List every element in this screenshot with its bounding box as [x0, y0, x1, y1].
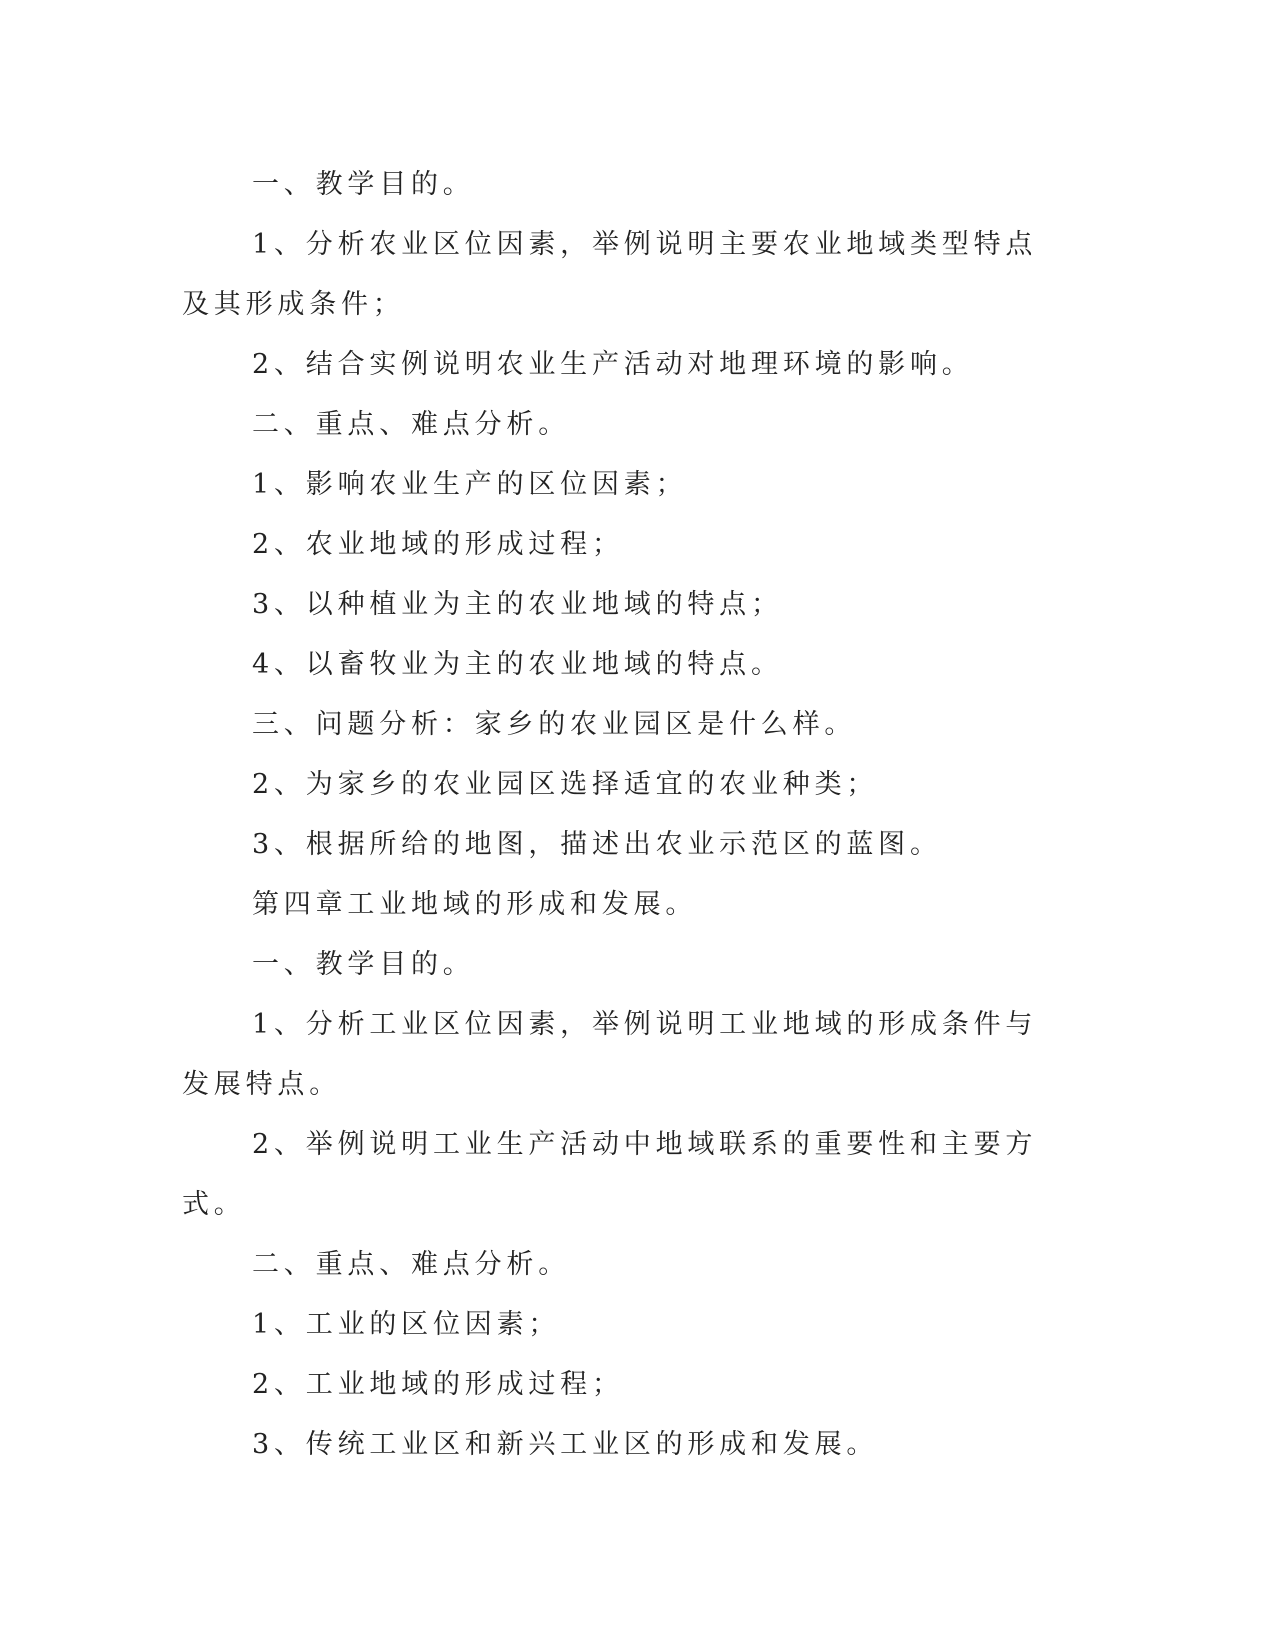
section-heading: 二、重点、难点分析。: [252, 409, 570, 440]
paragraph: 1、影响农业生产的区位因素；: [252, 469, 688, 500]
paragraph: 2、为家乡的农业园区选择适宜的农业种类；: [252, 769, 879, 800]
paragraph: 一、教学目的。: [252, 169, 475, 200]
paragraph: 1、分析工业区位因素，举例说明工业地域的形成条件与发展特点。: [182, 1009, 1038, 1100]
paragraph: 2、农业地域的形成过程；: [252, 529, 624, 560]
paragraph: 2、举例说明工业生产活动中地域联系的重要性和主要方式。: [182, 1129, 1038, 1220]
section-heading: 二、重点、难点分析。: [252, 1249, 570, 1280]
section-heading: 一、教学目的。: [252, 949, 475, 980]
section-heading: 三、问题分析：家乡的农业园区是什么样。: [252, 709, 857, 740]
paragraph: 3、传统工业区和新兴工业区的形成和发展。: [252, 1429, 879, 1460]
paragraph: 4、以畜牧业为主的农业地域的特点。: [252, 649, 783, 680]
document-body: [182, 155, 1062, 1475]
paragraph: 1、分析农业区位因素，举例说明主要农业地域类型特点及其形成条件；: [182, 229, 1038, 320]
paragraph: 2、结合实例说明农业生产活动对地理环境的影响。: [252, 349, 974, 380]
paragraph: 2、工业地域的形成过程；: [252, 1369, 624, 1400]
paragraph: 1、工业的区位因素；: [252, 1309, 561, 1340]
paragraph: 3、以种植业为主的农业地域的特点；: [252, 589, 783, 620]
chapter-heading: 第四章工业地域的形成和发展。: [252, 889, 698, 920]
paragraph: 3、根据所给的地图，描述出农业示范区的蓝图。: [252, 829, 942, 860]
